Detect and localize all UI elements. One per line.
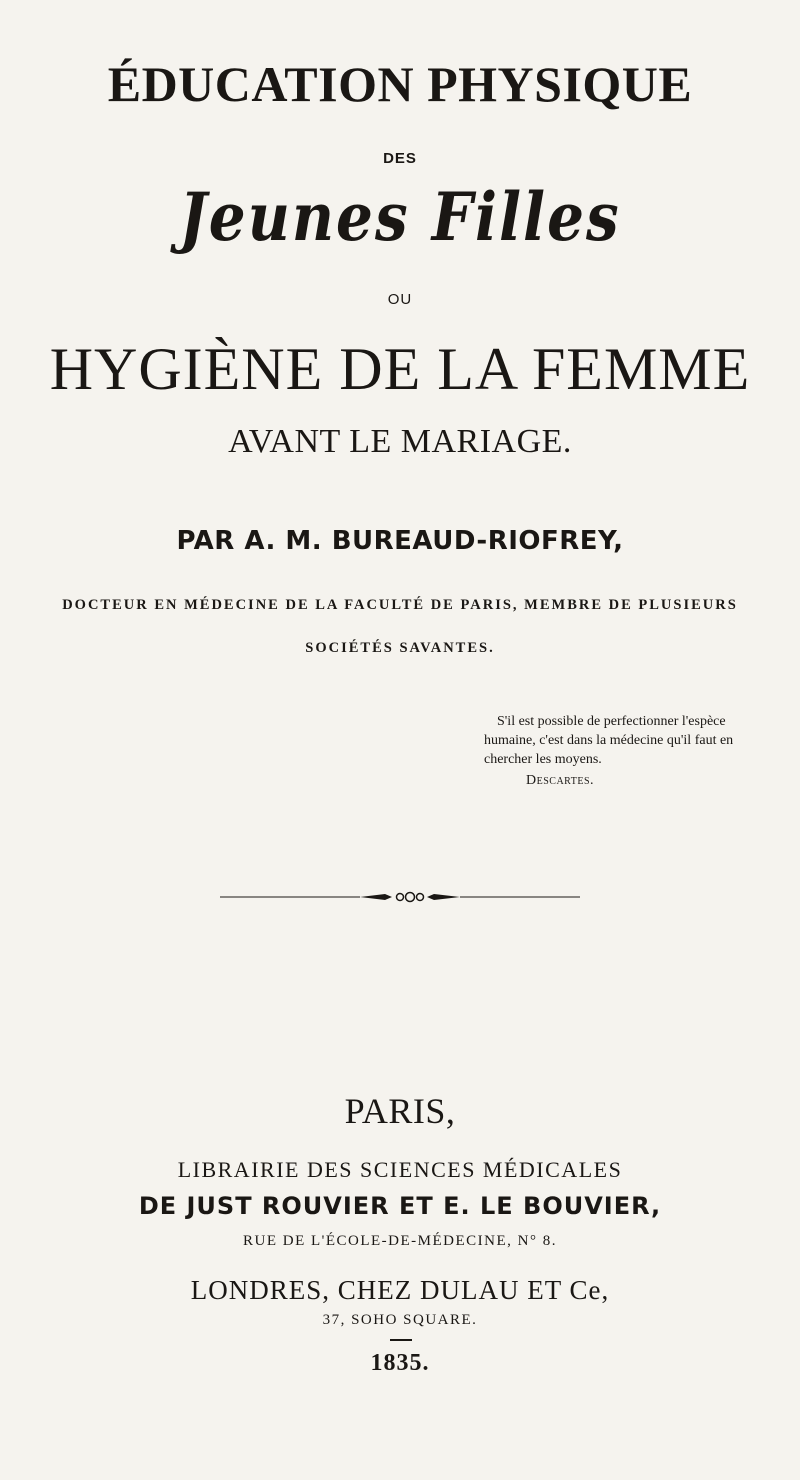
- imprint-publisher-2: DE JUST ROUVIER ET E. LE BOUVIER,: [138, 1192, 662, 1220]
- title-ou: OU: [387, 291, 413, 308]
- imprint-address: RUE DE L'ÉCOLE-DE-MÉDECINE, N° 8.: [243, 1233, 557, 1249]
- imprint-london: LONDRES, CHEZ DULAU ET Ce,: [190, 1275, 610, 1305]
- imprint-london-address: 37, SOHO SQUARE.: [322, 1312, 478, 1328]
- author-credentials-2: SOCIÉTÉS SAVANTES.: [305, 640, 495, 656]
- title-des: DES: [383, 150, 417, 167]
- imprint-city: PARIS,: [344, 1091, 456, 1131]
- title-gothic: Jeunes Filles: [179, 177, 621, 257]
- title-line-3: AVANT LE MARIAGE.: [228, 423, 572, 460]
- ornament-divider-icon: [220, 890, 580, 904]
- author-name: PAR A. M. BUREAUD-RIOFREY,: [176, 526, 624, 556]
- epigraph-attribution: Descartes.: [526, 773, 595, 788]
- imprint-publisher-1: LIBRAIRIE DES SCIENCES MÉDICALES: [177, 1157, 623, 1182]
- imprint-year: 1835.: [370, 1350, 430, 1376]
- title-line-2: HYGIÈNE DE LA FEMME: [49, 336, 751, 402]
- author-credentials-1: DOCTEUR EN MÉDECINE DE LA FACULTÉ DE PARIS, MEMBRE DE PLUSIEURS: [62, 597, 738, 613]
- title-line-1: ÉDUCATION PHYSIQUE: [107, 56, 693, 112]
- epigraph: [484, 712, 744, 790]
- divider-dash: [390, 1339, 412, 1341]
- epigraph-text: S'il est possible de perfectionner l'espèce humaine, c'est dans la médecine qu'il faut en chercher les moyens.: [484, 714, 734, 767]
